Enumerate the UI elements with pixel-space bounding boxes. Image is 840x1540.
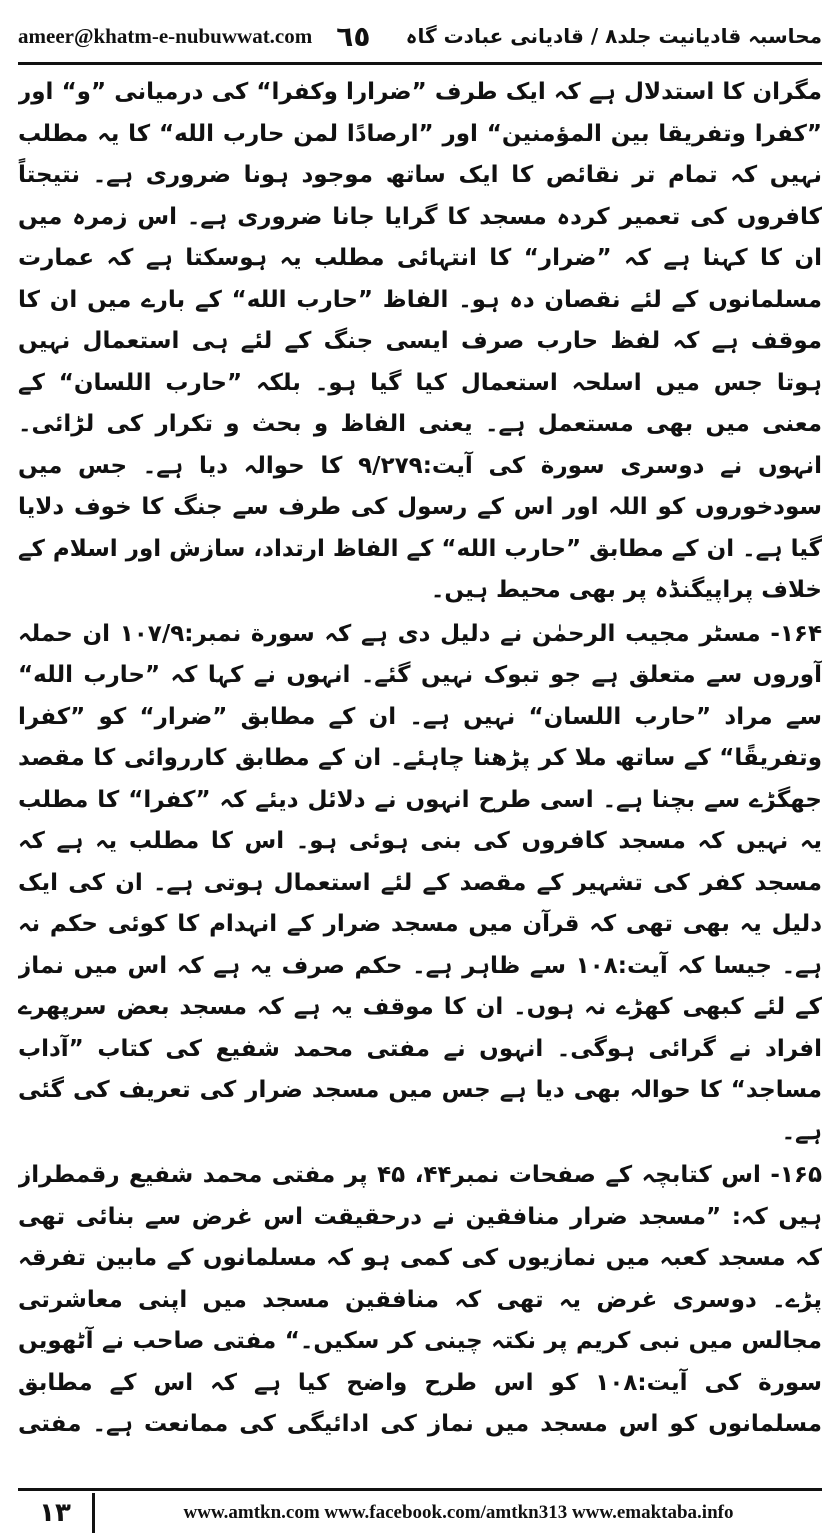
header-divider [18,62,822,65]
footer-sequence-number: ۱۳ [18,1493,95,1533]
paragraph: مگران کا استدلال ہے کہ ایک طرف ”ضرارا وکفرا“ کی درمیانی ”و“ اور ”کفرا وتفریقا بین المؤمنین“ اور ”ارصادًا لمن حارب الله“ کا یہ مطلب نہیں کہ تمام تر نقائص کا ایک ساتھ موجود ہونا ضروری ہے۔ نتیجتاً کافروں کی تعمیر کردہ مسجد کا گرایا جانا ضروری ہے۔ اس زمرہ میں ان کا کہنا ہے کہ ”ضرار“ کا انتہائی مطلب یہ ہوسکتا ہے کہ عمارت مسلمانوں کے لئے نقصان دہ ہو۔ الفاظ ”حارب الله“ کے بارے میں ان کا موقف ہے کہ لفظ حارب صرف ایسی جنگ کے لئے ہی استعمال نہیں ہوتا جس میں اسلحہ استعمال کیا گیا ہو۔ بلکہ ”حارب اللسان“ کے معنی میں بھی مستعمل ہے۔ یعنی الفاظ و بحث و تکرار کی لڑائی۔ انہوں نے دوسری سورة کی آیت:۹/۲۷۹ کا حوالہ دیا ہے۔ جس میں سودخوروں کو اللہ اور اس کے رسول کی طرف سے جنگ کا خوف دلایا گیا ہے۔ ان کے مطابق ”حارب الله“ کے الفاظ ارتداد، سازش اور اسلام کے خلاف پراپیگنڈہ پر بھی محیط ہیں۔ [18,79,822,603]
paragraph: ۱۶۵- اس کتابچہ کے صفحات نمبر۴۴، ۴۵ پر مفتی محمد شفیع رقمطراز ہیں کہ: ”مسجد ضرار منافقین نے درحقیقت اس غرض سے بنائی تھی کہ مسجد کعبہ میں نمازیوں کی کمی ہو کہ مسلمانوں کے مابین تفرقہ پڑے۔ دوسری غرض یہ تھی کہ منافقین مسجد میں اپنی معاشرتی مجالس میں نبی کریم پر نکتہ چینی کر سکیں۔“ مفتی صاحب نے آٹھویں سورة کی آیت:۱۰۸ کو اس طرح واضح کیا ہے کہ اس کے مطابق مسلمانوں کو اس مسجد میں نماز کی ادائیگی کی ممانعت ہے۔ مفتی [18,1162,822,1437]
main-text [18,72,822,1452]
header-book-title: محاسبہ قادیانیت جلد۸ / قادیانی عبادت گاہ [405,24,822,48]
header-page-number: ٦٥ [336,19,371,53]
header-email: ameer@khatm-e-nubuwwat.com [18,23,313,48]
page-header [18,14,822,58]
footer-urls: www.amtkn.com www.facebook.com/amtkn313 www.emaktaba.info [183,1502,734,1523]
paragraph: ۱۶۴- مسٹر مجیب الرحمٰن نے دلیل دی ہے کہ سورة نمبر:۱۰۷/۹ ان حملہ آوروں سے متعلق ہے جو تبوک نہیں گئے۔ انہوں نے کہا کہ ”حارب الله“ سے مراد ”حارب اللسان“ نہیں ہے۔ ان کے مطابق ”ضرار“ کو ”کفرا وتفریقًا“ کے ساتھ ملا کر پڑھنا چاہئے۔ ان کے مطابق کارروائی کا مقصد جھگڑے سے بچنا ہے۔ اسی طرح انہوں نے دلائل دیئے کہ ”کفرا“ کا مطلب یہ نہیں کہ مسجد کافروں کی بنی ہوئی ہو۔ اس کا مطلب یہ ہے کہ مسجد کفر کی تشہیر کے مقصد کے لئے استعمال ہوتی ہے۔ ان کی ایک دلیل یہ بھی تھی کہ قرآن میں مسجد ضرار کے انہدام کا کوئی حکم نہ ہے۔ جیسا کہ آیت:۱۰۸ سے ظاہر ہے۔ حکم صرف یہ ہے کہ اس میں نماز کے لئے کبھی کھڑے نہ ہوں۔ ان کا موقف یہ ہے کہ مسجد بعض سرپھرے افراد نے گرائی ہوگی۔ انہوں نے مفتی محمد شفیع کی کتاب ”آداب مساجد“ کا حوالہ بھی دیا ہے جس میں مسجد ضرار کی تعریف کی گئی ہے۔ [18,620,822,1145]
page-footer [18,1488,822,1535]
